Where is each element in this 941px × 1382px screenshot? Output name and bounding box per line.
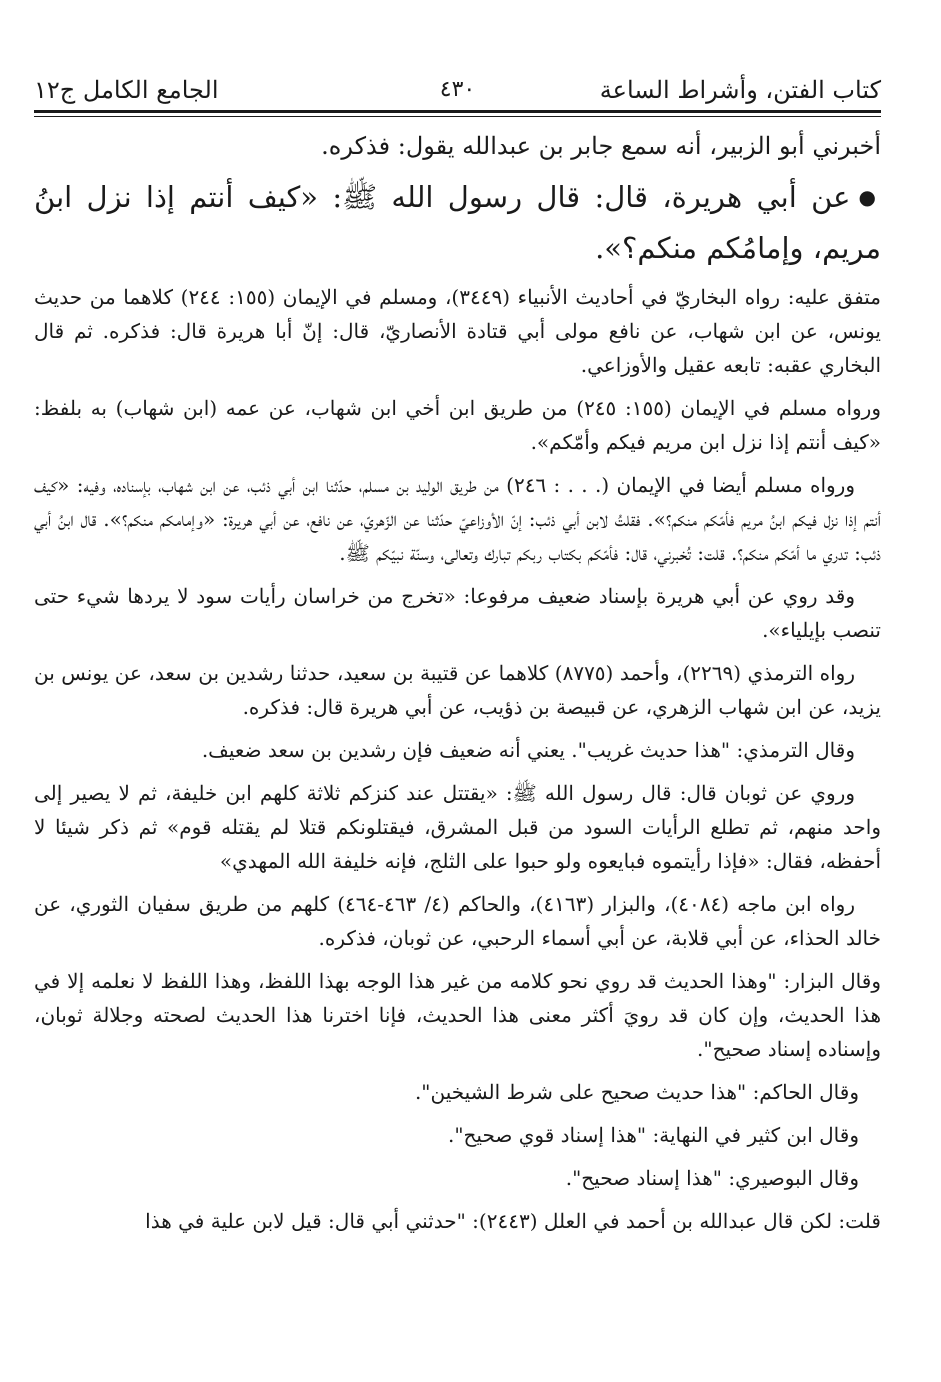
hadith-text-body: عن أبي هريرة، قال: قال رسول الله ﷺ: «كيف أنتم إذا نزل ابنُ مريم، وإمامُكم منكم؟». <box>34 180 881 265</box>
commentary-paragraph: وقال البوصيري: "هذا إسناد صحيح". <box>565 1166 859 1190</box>
commentary-paragraph: وقال ابن كثير في النهاية: "هذا إسناد قوي صحيح". <box>447 1123 859 1147</box>
commentary-paragraph: قلت: لكن قال عبدالله بن أحمد في العلل (٢٤٤٣): "حدثني أبي قال: قيل لابن علية في هذا <box>145 1209 881 1233</box>
hadith-text <box>34 173 881 272</box>
bullet-icon: ● <box>858 185 881 209</box>
commentary-paragraph: رواه ابن ماجه (٤٠٨٤)، والبزار (٤١٦٣)، والحاكم (٤/ ٤٦٣-٤٦٤) كلهم من طريق سفيان الثوري، عن خالد الحذاء، عن أبي قلابة، عن أبي أسماء الرحبي، عن ثوبان، فذكره. <box>34 892 881 950</box>
commentary-paragraph: رواه الترمذي (٢٢٦٩)، وأحمد (٨٧٧٥) كلاهما عن قتيبة بن سعيد، حدثنا رشدين بن سعد، عن يونس بن يزيد، عن ابن شهاب الزهري، عن قبيصة بن ذؤيب، عن أبي هريرة قال: فذكره. <box>34 661 881 719</box>
paragraph-continuation: أخبرني أبو الزبير، أنه سمع جابر بن عبدالله يقول: فذكره. <box>321 132 881 160</box>
chapter-title: كتاب الفتن، وأشراط الساعة <box>599 76 881 104</box>
book-page <box>34 52 881 1358</box>
commentary-paragraph: ورواه مسلم أيضا في الإيمان (. . . : ٢٤٦) من طريق الوليد بن مسلم، حدّثنا ابن أبي ذئب، عن ابن شهاب، بإسناده، وفيه: «كيف أنتم إذا نزل فيكم ابنُ مريم فأمّكم منكم؟». فقلتُ لابن أبي ذئب: إنّ الأوزاعيّ حدّثنا عن الزّهريّ، عن نافع، عن أبي هريرة: «وإمامكم منكم؟». قال ابنُ أبي ذئب: تدري ما أمّكم منكم؟. قلت: تُخبرني، قال: فأمّكم بكتاب ربكم تبارك وتعالى، وسنّة نبيّكم ﷺ. <box>34 473 881 565</box>
commentary-paragraph: وقال البزار: "وهذا الحديث قد روي نحو كلامه من غير هذا الوجه بهذا اللفظ، وهذا اللفظ لا نعلمه إلا في هذا الحديث، وإن كان قد رويَ أكثر معنى هذا الحديث، فإنا اخترنا هذا الحديث لصحته وجلالة ثوبان، وإسناده إسناد صحيح". <box>34 969 881 1061</box>
book-title: الجامع الكامل ج١٢ <box>34 76 219 104</box>
page-body <box>34 125 881 1238</box>
commentary-paragraph: متفق عليه: رواه البخاريّ في أحاديث الأنبياء (٣٤٤٩)، ومسلم في الإيمان (١٥٥: ٢٤٤) كلاهما من حديث يونس، عن ابن شهاب، عن نافع مولى أبي قتادة الأنصاريّ، قال: إنّ أبا هريرة قال: فذكره. ثم قال البخاري عقبه: تابعه عقيل والأوزاعي. <box>34 285 881 377</box>
commentary-paragraph: وقال الحاكم: "هذا حديث صحيح على شرط الشيخين". <box>414 1080 859 1104</box>
commentary-paragraph: وروي عن ثوبان قال: قال رسول الله ﷺ: «يقتتل عند كنزكم ثلاثة كلهم ابن خليفة، ثم لا يصير إلى واحد منهم، ثم تطلع الرأيات السود من قبل المشرق، فيقتلونكم قتلا لم يقتله قوم» ثم ذكر شيئا لا أحفظه، فقال: «فإذا رأيتموه فبايعوه ولو حبوا على الثلج، فإنه خليفة الله المهدي» <box>34 781 881 873</box>
commentary-paragraph: وقال الترمذي: "هذا حديث غريب". يعني أنه ضعيف فإن رشدين بن سعد ضعيف. <box>201 738 855 762</box>
header-rule-thick <box>34 110 881 113</box>
commentary-paragraph: ورواه مسلم في الإيمان (١٥٥: ٢٤٥) من طريق ابن أخي ابن شهاب، عن عمه (ابن شهاب) به بلفظ: «كيف أنتم إذا نزل ابن مريم فيكم وأمّكم». <box>34 396 881 454</box>
running-head <box>34 52 881 110</box>
header-rule-thin <box>34 116 881 117</box>
page-number: ٤٣٠ <box>439 77 476 102</box>
commentary-paragraph: وقد روي عن أبي هريرة بإسناد ضعيف مرفوعا: «تخرج من خراسان رأيات سود لا يردها شيء حتى تنصب بإيلياء». <box>34 584 881 642</box>
